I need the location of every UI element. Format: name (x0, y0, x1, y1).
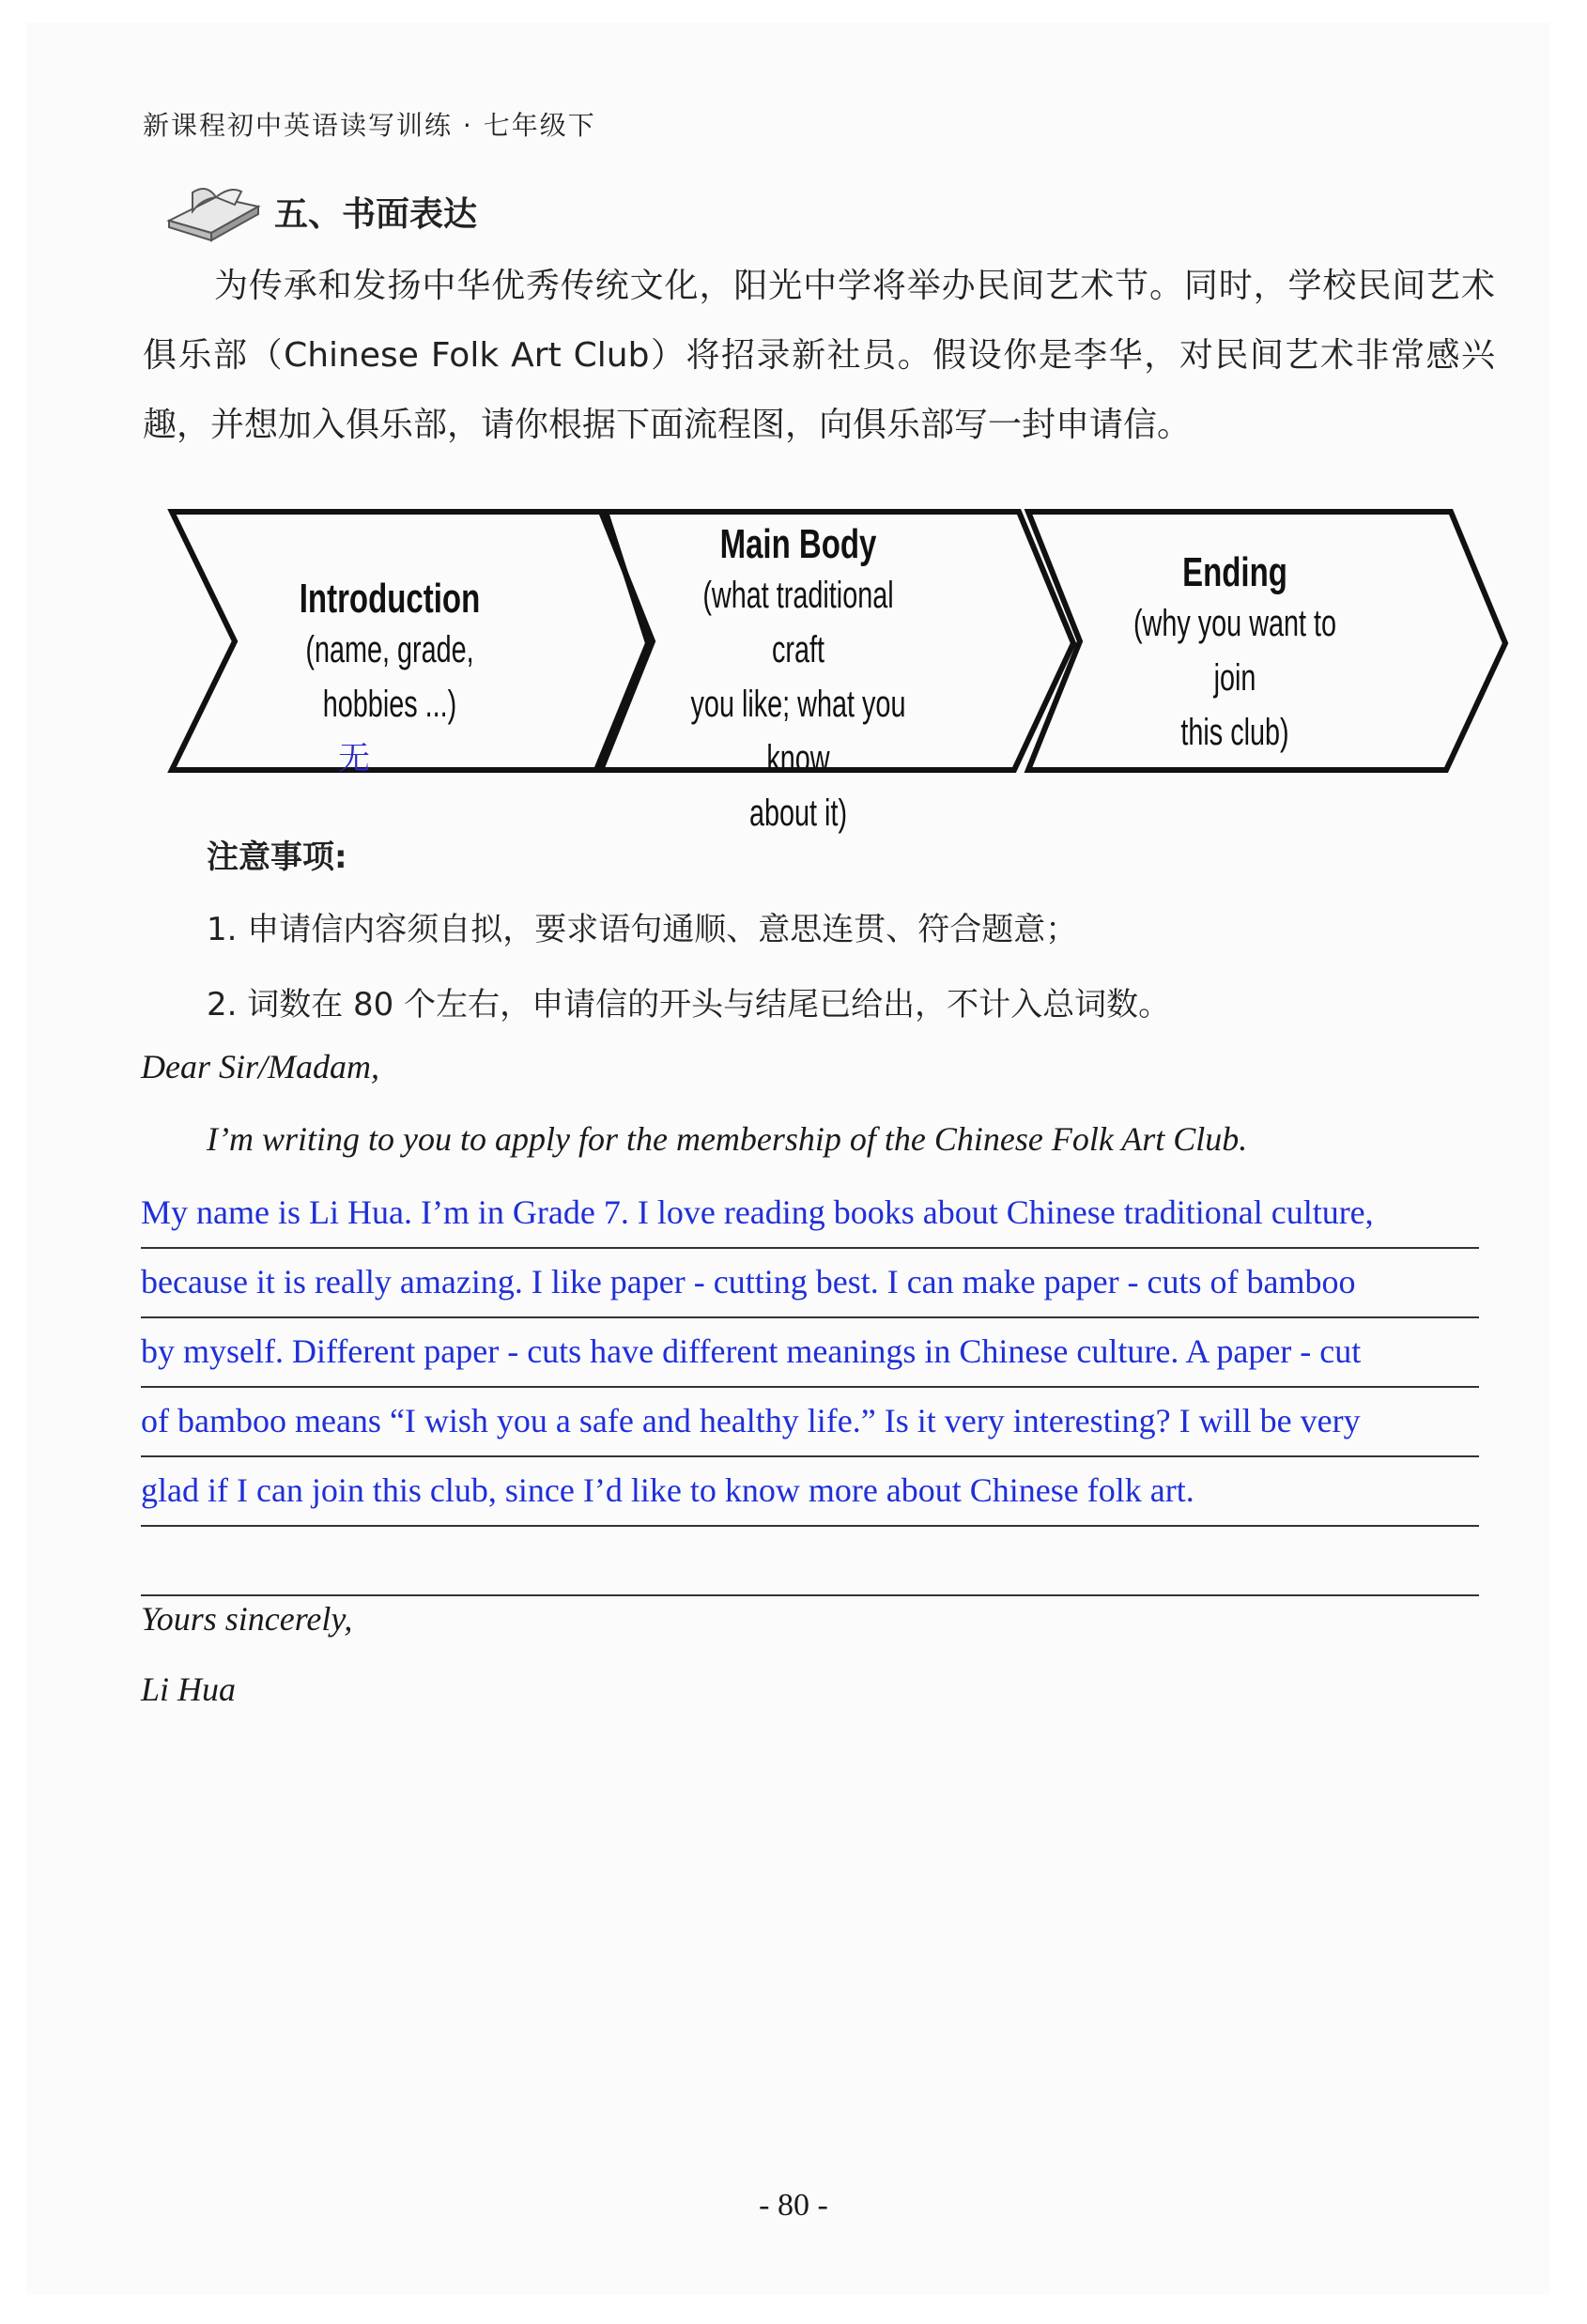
page-number: - 80 - (759, 2188, 828, 2223)
answer-line[interactable]: because it is really amazing. I like paper - cutting best. I can make paper - cuts of bamboo (141, 1254, 1479, 1318)
answer-line[interactable]: My name is Li Hua. I’m in Grade 7. I love reading books about Chinese traditional culture, (141, 1185, 1479, 1249)
task-prompt: 为传承和发扬中华优秀传统文化，阳光中学将举办民间艺术节。同时，学校民间艺术俱乐部（Chinese Folk Art Club）将招录新社员。假设你是李华，对民间艺术非常感兴趣，并想加入俱乐部，请你根据下面流程图，向俱乐部写一封申请信。 (143, 267, 1495, 444)
note-item: 2. 词数在 80 个左右，申请信的开头与结尾已给出，不计入总词数。 (207, 986, 1171, 1023)
answer-line[interactable]: of bamboo means “I wish you a safe and healthy life.” Is it very interesting? I will be very (141, 1393, 1479, 1457)
answer-line[interactable]: glad if I can join this club, since I’d like to know more about Chinese folk art. (141, 1463, 1479, 1527)
step-desc: about it) (748, 793, 848, 834)
step-title: Introduction (299, 576, 481, 622)
answer-line[interactable] (141, 1532, 1479, 1596)
running-header: 新课程初中英语读写训练 · 七年级下 (143, 110, 596, 141)
handwritten-annotation: 无 (338, 740, 370, 777)
step-desc: you like; what you know (690, 684, 906, 779)
open-book-icon (164, 178, 263, 244)
flow-step-ending (1061, 549, 1409, 760)
step-title: Main Body (719, 521, 877, 567)
step-desc: (what traditional craft (702, 575, 894, 670)
notes-title: 注意事项: (207, 839, 347, 876)
answer-line[interactable]: by myself. Different paper - cuts have different meanings in Chinese culture. A paper - cut (141, 1324, 1479, 1388)
flow-step-main-body (634, 521, 963, 840)
step-title: Ending (1182, 549, 1287, 595)
section-heading (164, 178, 477, 244)
flow-step-introduction (230, 576, 549, 731)
note-item: 1. 申请信内容须自拟，要求语句通顺、意思连贯、符合题意； (207, 911, 1078, 948)
section-title: 五、书面表达 (274, 194, 478, 234)
step-desc: (name, grade, hobbies ...) (305, 629, 474, 725)
step-desc: (why you want to join (1132, 603, 1337, 699)
step-desc: this club) (1180, 712, 1289, 753)
letter-opening: I’m writing to you to apply for the membership of the Chinese Folk Art Club. (207, 1120, 1248, 1158)
letter-signature: Li Hua (141, 1670, 237, 1708)
letter-closing: Yours sincerely, (141, 1600, 353, 1638)
letter-salutation: Dear Sir/Madam, (141, 1048, 379, 1085)
